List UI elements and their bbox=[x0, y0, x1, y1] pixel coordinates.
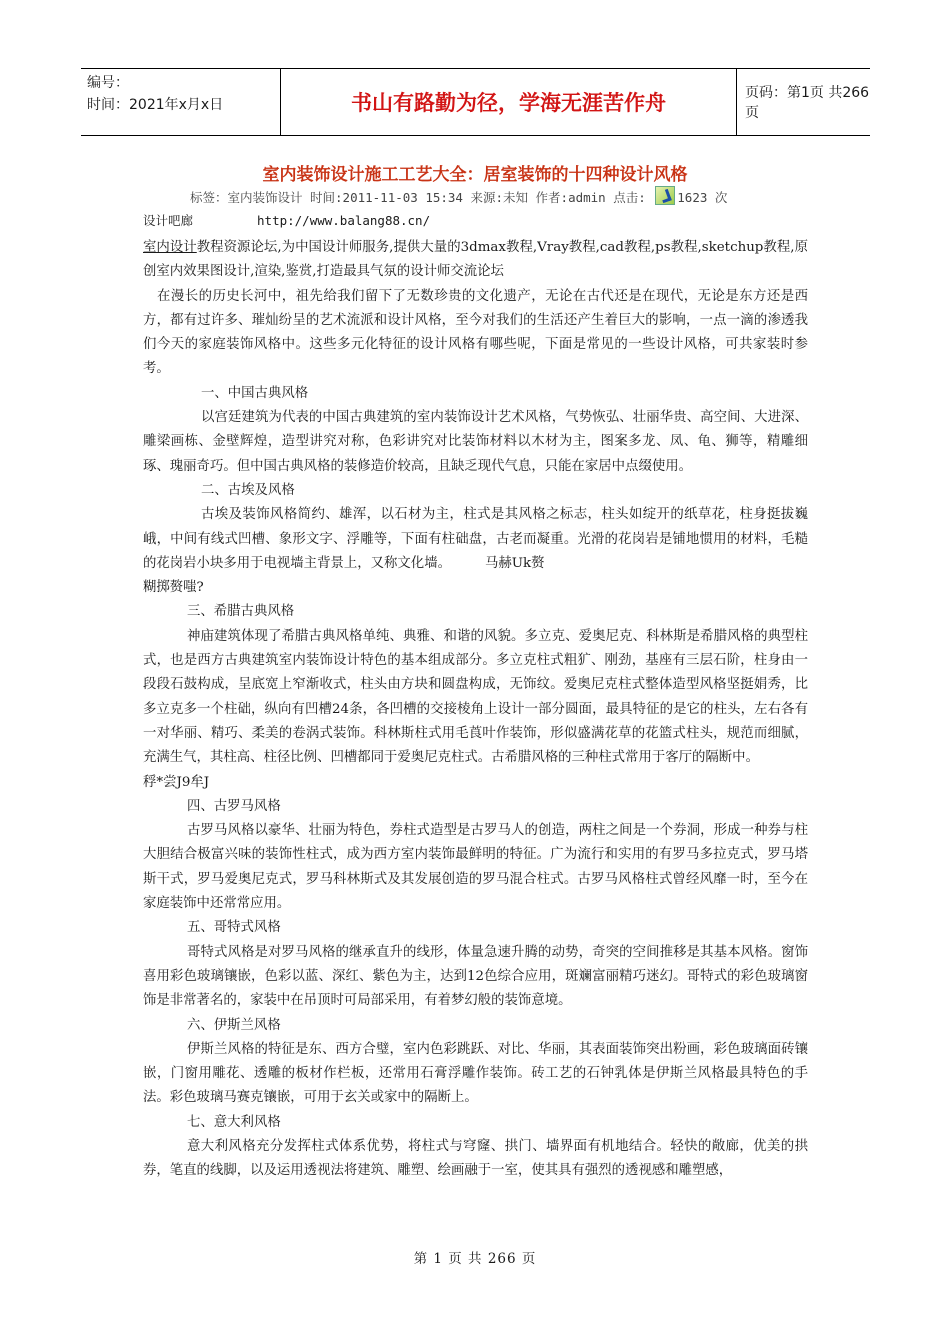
section-heading-5: 五、哥特式风格 bbox=[187, 920, 281, 936]
section-paragraph-2-tail: 马赫Uk赘 bbox=[484, 555, 545, 571]
page-footer: 第 1 页 共 266 页 bbox=[413, 1251, 537, 1267]
motto: 书山有路勤为径，学海无涯苦作舟 bbox=[281, 69, 737, 135]
section-paragraph-7: 意大利风格充分发挥柱式体系优势，将柱式与穹窿、拱门、墙界面有机地结合。轻快的敞廊，优美的拱券，笔直的线脚，以及运用透视法将建筑、雕塑、绘画融于一室，使其具有强烈的透视感和雕塑感， bbox=[143, 1138, 808, 1179]
paragraph-opening: 在漫长的历史长河中，祖先给我们留下了无数珍贵的文化遗产，无论在古代还是在现代，无论是东方还是西方，都有过许多、璀灿纷呈的艺术流派和设计风格，至今对我们的生活还产生着巨大的影响，一点一滴的渗透我们今天的家庭装饰风格中。这些多元化特征的设计风格有哪些呢，下面是常见的一些设计风格，可共家装时参考。 bbox=[143, 288, 808, 377]
section-heading-1: 一、中国古典风格 bbox=[201, 385, 309, 401]
section-paragraph-6: 伊斯兰风格的特征是东、西方合璧，室内色彩跳跃、对比、华丽，其表面装饰突出粉画，彩色玻璃面砖镶嵌，门窗用雕花、透雕的板材作栏板，还常用石膏浮雕作装饰。砖工艺的石钟乳体是伊斯兰风格最具特色的手法。彩色玻璃马赛克镶嵌，可用于玄关或家中的隔断上。 bbox=[143, 1041, 808, 1106]
interior-design-link[interactable]: 室内设计 bbox=[143, 240, 197, 255]
article-title: 室内装饰设计施工工艺大全：居室装饰的十四种设计风格 bbox=[262, 165, 688, 185]
section-paragraph-2-text: 古埃及装饰风格简约、雄浑，以石材为主，柱式是其风格之标志，柱头如绽开的纸草花，柱身挺拔巍峨，中间有线式凹槽、象形文字、浮雕等，下面有柱础盘，古老而凝重。光滑的花岗岩是铺地惯用的材料，毛糙的花岗岩小块多用于电视墙主背景上，又称文化墙。 bbox=[143, 507, 808, 571]
document-header bbox=[81, 68, 870, 136]
page-info: 页码：第1页 共266页 bbox=[745, 85, 870, 121]
section-paragraph-1: 以宫廷建筑为代表的中国古典建筑的室内装饰设计艺术风格，气势恢弘、壮丽华贵、高空间、大进深、雕梁画栋、金壁辉煌，造型讲究对称，色彩讲究对比装饰材料以木材为主，图案多龙、凤、龟、狮等，精雕细琢、瑰丽奇巧。但中国古典风格的装修造价较高，且缺乏现代气息，只能在家居中点缀使用。 bbox=[143, 410, 808, 474]
gallery-line bbox=[143, 211, 430, 229]
section-paragraph-5: 哥特式风格是对罗马风格的继承直升的线形，体量急速升腾的动势，奇突的空间推移是其基本风格。窗饰喜用彩色玻璃镶嵌，色彩以蓝、深红、紫色为主，达到12色综合应用，斑斓富丽精巧迷幻。哥特式的彩色玻璃窗饰是非常著名的，家装中在吊顶时可局部采用，有着梦幻般的装饰意境。 bbox=[143, 944, 808, 1009]
garbled-line-2: 稃*尝J9牟J bbox=[143, 774, 210, 790]
section-paragraph-2 bbox=[143, 503, 808, 576]
section-heading-6: 六、伊斯兰风格 bbox=[187, 1017, 281, 1033]
gallery-name: 设计吧廊 bbox=[143, 213, 194, 228]
section-heading-7: 七、意大利风格 bbox=[187, 1114, 281, 1130]
gallery-url[interactable]: http://www.balang88.cn/ bbox=[257, 213, 431, 228]
section-paragraph-3: 神庙建筑体现了希腊古典风格单纯、典雅、和谐的风貌。多立克、爱奥尼克、科林斯是希腊风格的典型柱式，也是西方古典建筑室内装饰设计特色的基本组成部分。多立克柱式粗犷、刚劲，基座有三层石阶，柱身由一段段石鼓构成，呈底宽上窄渐收式，柱头由方块和圆盘构成，无饰纹。爱奥尼克柱式整体造型风格坚挺娟秀，比多立克多一个柱础，纵向有凹槽24条，各凹槽的交接棱角上设计一部分圆面，最具特征的是它的柱头，左右各有一对华丽、精巧、柔美的卷涡式装饰。科林斯柱式用毛莨叶作装饰，形似盛满花草的花篮式柱头，规范而细腻，充满生气，其柱高、柱径比例、凹槽都同于爱奥尼克柱式。古希腊风格的三种柱式常用于客厅的隔断中。 bbox=[143, 628, 808, 766]
section-heading-3: 三、希腊古典风格 bbox=[187, 604, 295, 620]
intro-text: 教程资源论坛,为中国设计师服务,提供大量的3dmax教程,Vray教程,cad教程,ps教程,sketchup教程,原创室内效果图设计,渲染,鉴赏,打造最具气氛的设计师交流论坛 bbox=[143, 240, 808, 280]
header-meta-cell bbox=[81, 69, 281, 135]
section-paragraph-4: 古罗马风格以豪华、壮丽为特色，券柱式造型是古罗马人的创造，两柱之间是一个券洞，形成一种券与柱大胆结合极富兴味的装饰性柱式，成为西方室内装饰最鲜明的特征。广为流行和实用的有罗马多拉克式，罗马塔斯干式，罗马爱奥尼克式，罗马科林斯式及其发展创造的罗马混合柱式。古罗马风格柱式曾经风靡一时，至今在家庭装饰中还常常应用。 bbox=[143, 823, 808, 912]
meta-clicks: 1623 次 bbox=[677, 190, 728, 205]
number-label: 编号： bbox=[87, 75, 129, 91]
section-heading-4: 四、古罗马风格 bbox=[187, 798, 281, 814]
section-heading-2: 二、古埃及风格 bbox=[201, 482, 295, 498]
article-body bbox=[143, 236, 808, 1184]
garbled-line-1: 糊掷赘嗤? bbox=[143, 580, 204, 596]
hit-counter-icon bbox=[655, 186, 675, 205]
article-meta bbox=[190, 186, 727, 206]
time-label: 时间：2021年x月x日 bbox=[87, 97, 224, 113]
intro-paragraph bbox=[143, 236, 808, 285]
meta-text: 标签：室内装饰设计 时间:2011-11-03 15:34 来源:未知 作者:admin 点击: bbox=[190, 190, 646, 205]
